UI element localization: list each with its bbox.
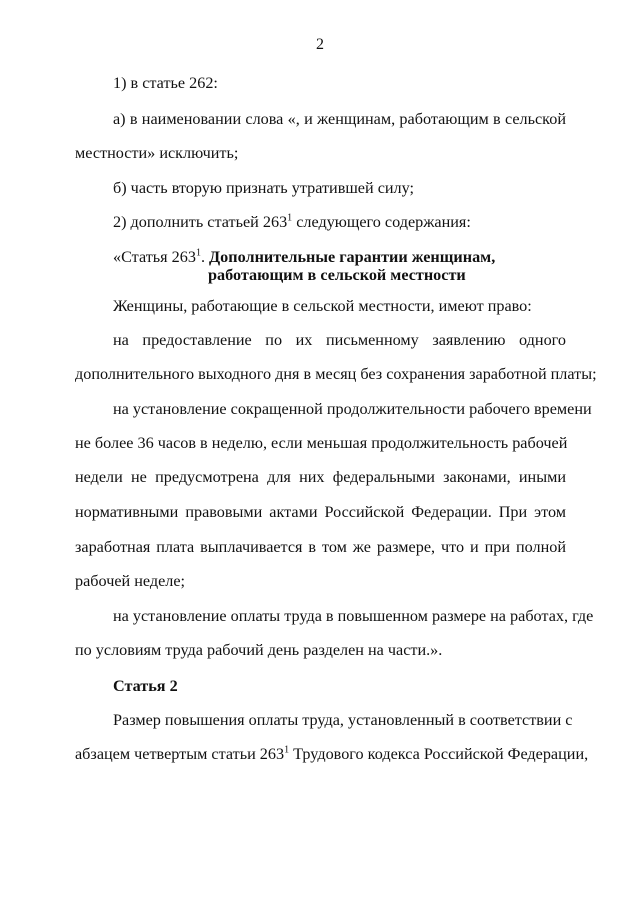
article-heading-sup: 1 xyxy=(195,247,201,259)
article-heading-bold-line1: Дополнительные гарантии женщинам, xyxy=(209,248,496,266)
para-2-line3: недели не предусмотрена для них федеральными законами, иными xyxy=(75,468,566,486)
para-2-line4: нормативными правовыми актами Российской Федерации. При этом xyxy=(75,503,566,521)
article-heading-bold-line2: работающим в сельской местности xyxy=(208,266,466,284)
para-3-line1: на установление оплаты труда в повышенном размере на работах, где xyxy=(113,607,594,625)
para-1-line1: на предоставление по их письменному заявлению одного xyxy=(113,331,566,349)
item-2 xyxy=(113,212,471,232)
article-heading-prefix: «Статья 263 xyxy=(113,248,196,266)
article-heading-dot: . xyxy=(200,248,205,266)
item-2-post: следующего содержания: xyxy=(292,213,471,231)
item-1a-line1: а) в наименовании слова «, и женщинам, работающим в сельской xyxy=(113,110,566,128)
page-number: 2 xyxy=(316,36,324,53)
para-intro: Женщины, работающие в сельской местности, имеют право: xyxy=(113,297,532,315)
para-2-line2: не более 36 часов в неделю, если меньшая продолжительность рабочей xyxy=(75,434,568,452)
para-2-line1: на установление сокращенной продолжительности рабочего времени xyxy=(113,400,592,418)
article-heading xyxy=(113,247,495,267)
item-1b: б) часть вторую признать утратившей силу; xyxy=(113,179,415,197)
item-1a-line2: местности» исключить; xyxy=(75,144,239,162)
art2-line1: Размер повышения оплаты труда, установленный в соответствии с xyxy=(113,711,573,729)
item-1: 1) в статье 262: xyxy=(113,74,218,92)
art2-line2 xyxy=(75,744,589,764)
para-2-line5: заработная плата выплачивается в том же размере, что и при полной xyxy=(75,538,566,556)
article-2-title: Статья 2 xyxy=(113,677,178,695)
item-2-pre: 2) дополнить статьей 263 xyxy=(113,213,288,231)
para-2-line6: рабочей неделе; xyxy=(75,572,186,590)
para-1-line2: дополнительного выходного дня в месяц без сохранения заработной платы; xyxy=(75,365,597,383)
para-3-line2: по условиям труда рабочий день разделен на части.». xyxy=(75,641,443,659)
art2-line2-post: Трудового кодекса Российской Федерации, xyxy=(289,745,589,763)
item-2-sup: 1 xyxy=(287,212,293,224)
art2-line2-pre: абзацем четвертым статьи 263 xyxy=(75,745,285,763)
art2-line2-sup: 1 xyxy=(284,744,290,756)
